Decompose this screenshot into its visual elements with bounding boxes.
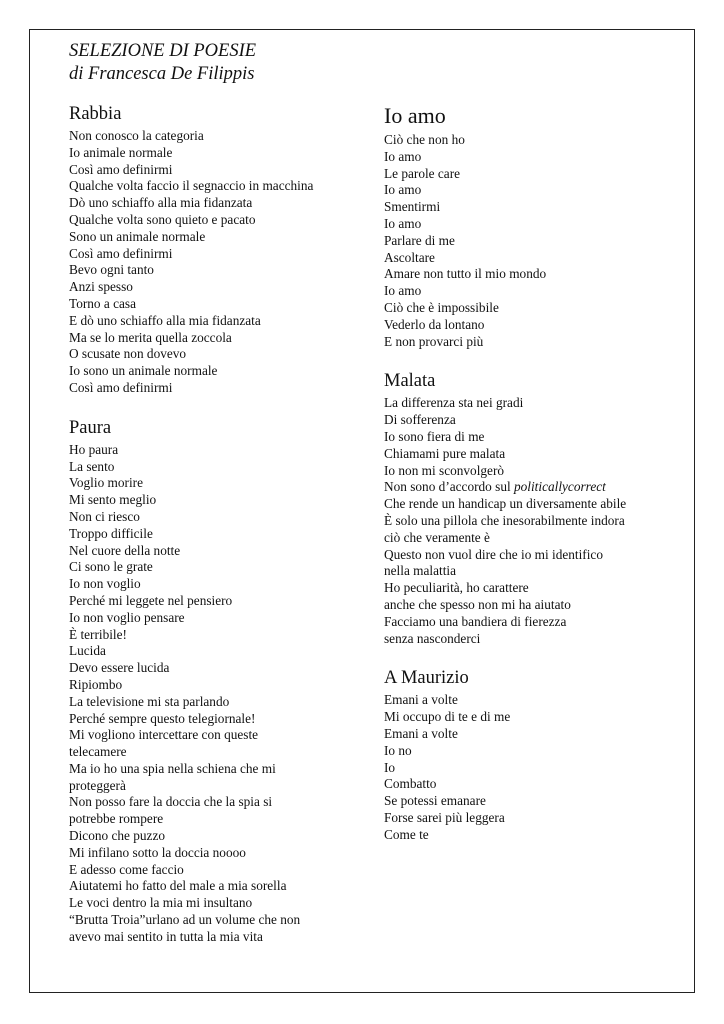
poem-line (69, 593, 369, 610)
poem-line (69, 212, 369, 229)
poem-line (69, 492, 369, 509)
poem-line-text: Non ci riesco (69, 508, 140, 524)
poem-line (384, 463, 684, 480)
poem-line (384, 614, 684, 631)
poem-line (69, 229, 369, 246)
poem-line (384, 776, 684, 793)
poem-line (69, 794, 369, 811)
poem-line-text: È solo una pillola che inesorabilmente indora (384, 512, 625, 528)
poem-line (69, 727, 369, 744)
poem-line (69, 543, 369, 560)
poem-line (384, 760, 684, 777)
poem-line-text: Non posso fare la doccia che la spia si (69, 794, 273, 810)
poem-line (69, 845, 369, 862)
poem-line (384, 266, 684, 283)
poem-line-text: Voglio morire (69, 475, 143, 491)
poem-line-text: senza nasconderci (384, 630, 481, 646)
poem-line (69, 475, 369, 492)
poem-paura (69, 417, 369, 946)
poem-line-text: avevo mai sentito in tutta la mia vita (69, 928, 263, 944)
poem-line-text: proteggerà (69, 777, 126, 793)
poem-line (69, 660, 369, 677)
poem-malata (384, 370, 684, 647)
poem-lines (384, 692, 684, 843)
poem-line (384, 149, 684, 166)
poem-line-text: Io amo (384, 215, 422, 231)
poem-line (384, 429, 684, 446)
poem-line-text: Combatto (384, 776, 437, 792)
poem-line (69, 363, 369, 380)
poem-line (384, 317, 684, 334)
poem-line-text: ciò che veramente è (384, 529, 490, 545)
poem-line (69, 895, 369, 912)
poem-line (69, 442, 369, 459)
poem-line-text: Io non voglio pensare (69, 609, 185, 625)
poem-line (69, 380, 369, 397)
poem-line (69, 862, 369, 879)
poem-title: Malata (384, 371, 436, 392)
poem-line (69, 330, 369, 347)
poem-line-text: Vederlo da lontano (384, 316, 485, 332)
italic-word: politicallycorrect (514, 479, 606, 495)
poem-line-text: Facciamo una bandiera di fierezza (384, 613, 567, 629)
poem-line-text: Io (384, 759, 396, 775)
poem-line-text: Nel cuore della notte (69, 542, 181, 558)
poem-line (384, 726, 684, 743)
poem-line (69, 526, 369, 543)
poem-line-text: Non sono d’accordo sul (384, 479, 514, 495)
poem-line-text: Ma se lo merita quella zoccola (69, 329, 232, 345)
poem-line-text: Io amo (384, 182, 422, 198)
poem-line-text: Smentirmi (384, 199, 441, 215)
poem-line (384, 412, 684, 429)
poem-line (384, 563, 684, 580)
poem-line (384, 216, 684, 233)
poem-line (69, 145, 369, 162)
poem-line-text: Amare non tutto il mio mondo (384, 266, 547, 282)
poem-line-text: Lucida (69, 643, 106, 659)
poem-line (384, 692, 684, 709)
poem-line (69, 711, 369, 728)
poem-line-text: E dò uno schiaffo alla mia fidanzata (69, 312, 261, 328)
poem-line-text: Io no (384, 742, 412, 758)
poem-line (69, 262, 369, 279)
poem-line (384, 233, 684, 250)
poem-line (384, 631, 684, 648)
poem-line-text: Io sono fiera di me (384, 428, 485, 444)
poem-line-text: Ciò che è impossibile (384, 299, 499, 315)
poem-line (384, 827, 684, 844)
poem-line (69, 576, 369, 593)
poem-line-text: nella malattia (384, 563, 456, 579)
poem-a-maurizio (384, 667, 684, 843)
poem-line-text: Io amo (384, 148, 422, 164)
poem-line-text: Ci sono le grate (69, 559, 153, 575)
poem-line (384, 793, 684, 810)
poem-line-text: Io animale normale (69, 144, 173, 160)
poem-line-text: Così amo definirmi (69, 161, 173, 177)
poem-line-text: Parlare di me (384, 232, 455, 248)
poem-line-text: Ho peculiarità, ho carattere (384, 580, 529, 596)
poem-line-text: Emani a volte (384, 692, 458, 708)
poem-line-text: Perché sempre questo telegiornale! (69, 710, 256, 726)
poem-line (384, 334, 684, 351)
poem-line (69, 296, 369, 313)
poem-line-text: Forse sarei più leggera (384, 809, 505, 825)
poem-line (69, 811, 369, 828)
poem-line (384, 182, 684, 199)
poem-line (384, 709, 684, 726)
poem-line-text: Anzi spesso (69, 279, 133, 295)
poem-line-text: Di sofferenza (384, 412, 456, 428)
poem-line (384, 132, 684, 149)
poem-line (384, 300, 684, 317)
poem-line (69, 128, 369, 145)
poem-line-text: È terribile! (69, 626, 127, 642)
poem-line (384, 513, 684, 530)
poem-line (384, 580, 684, 597)
poem-line-text: Troppo difficile (69, 525, 153, 541)
poem-line-text: Mi sento meglio (69, 492, 157, 508)
poem-line (384, 530, 684, 547)
poem-rabbia (69, 103, 369, 397)
right-column (384, 103, 684, 863)
poem-title: A Maurizio (384, 668, 469, 689)
poem-line-text: Che rende un handicap un diversamente abile (384, 496, 627, 512)
poem-line-text: Così amo definirmi (69, 245, 173, 261)
poem-line-text: Ripiombo (69, 676, 123, 692)
poem-line (384, 743, 684, 760)
poem-line-text: Mi occupo di te e di me (384, 709, 511, 725)
poem-line (69, 778, 369, 795)
poem-line-text: Mi vogliono intercettare con queste (69, 727, 259, 743)
poem-line (69, 912, 369, 929)
poem-line-text: Devo essere lucida (69, 660, 170, 676)
poem-line-text: anche che spesso non mi ha aiutato (384, 596, 571, 612)
poem-line-text: E non provarci più (384, 333, 484, 349)
poem-io-amo (384, 103, 684, 350)
poem-line-text: Io amo (384, 283, 422, 299)
poem-line (69, 459, 369, 476)
poem-line-text: Torno a casa (69, 295, 136, 311)
poem-title: Paura (69, 417, 112, 438)
poem-line-text: Le voci dentro la mia mi insultano (69, 895, 253, 911)
poem-line-text: Emani a volte (384, 725, 458, 741)
poem-line (69, 346, 369, 363)
poem-line-text: Questo non vuol dire che io mi identifico (384, 546, 603, 562)
poem-line-text: Qualche volta faccio il segnaccio in macchina (69, 178, 314, 194)
poem-line-text: Ciò che non ho (384, 132, 465, 147)
poem-line-text: Qualche volta sono quieto e pacato (69, 211, 256, 227)
poem-line (384, 283, 684, 300)
poem-line-text: Ho paura (69, 441, 119, 457)
poem-line (69, 313, 369, 330)
poem-lines (384, 395, 684, 647)
poem-line (69, 677, 369, 694)
poem-line-text: Così amo definirmi (69, 379, 173, 395)
document-header (69, 40, 256, 86)
poem-line (69, 761, 369, 778)
poem-line (384, 810, 684, 827)
poem-line-text: telecamere (69, 744, 127, 760)
poem-line (69, 694, 369, 711)
document-title: SELEZIONE DI POESIE (69, 41, 257, 61)
poem-line (69, 509, 369, 526)
poem-line (384, 496, 684, 513)
poem-line-text: Sono un animale normale (69, 228, 206, 244)
poem-line-text: Bevo ogni tanto (69, 262, 154, 278)
poem-line (384, 446, 684, 463)
poem-line-text: Non conosco la categoria (69, 128, 204, 143)
poem-line (384, 199, 684, 216)
poem-line (384, 250, 684, 267)
poem-line-text: Come te (384, 826, 429, 842)
poem-line (384, 479, 684, 496)
poem-line-text: Perché mi leggete nel pensiero (69, 592, 233, 608)
poem-line-text: Io non mi sconvolgerò (384, 462, 505, 478)
poem-line-text: O scusate non dovevo (69, 346, 187, 362)
poem-line (384, 597, 684, 614)
poem-line (69, 643, 369, 660)
poem-line-text: potrebbe rompere (69, 811, 164, 827)
poem-line (69, 195, 369, 212)
poem-title: Io amo (384, 103, 446, 128)
poem-line (69, 627, 369, 644)
poem-line (384, 395, 684, 412)
poem-line (69, 178, 369, 195)
poem-line-text: “Brutta Troia”urlano ad un volume che non (69, 912, 301, 928)
left-column (69, 103, 369, 966)
poem-line (69, 279, 369, 296)
poem-line-text: Ma io ho una spia nella schiena che mi (69, 760, 276, 776)
poem-line-text: Dò uno schiaffo alla mia fidanzata (69, 195, 253, 211)
poem-lines (69, 442, 369, 946)
poem-lines (69, 128, 369, 397)
poem-lines (384, 132, 684, 350)
poem-line (384, 166, 684, 183)
poem-line-text: Aiutatemi ho fatto del male a mia sorella (69, 878, 287, 894)
poem-line (69, 610, 369, 627)
poem-line-text: Mi infilano sotto la doccia noooo (69, 844, 246, 860)
poem-line-text: Dicono che puzzo (69, 828, 165, 844)
poem-line-text: Le parole care (384, 165, 461, 181)
poem-line (384, 547, 684, 564)
poem-title: Rabbia (69, 104, 122, 124)
poem-line-text: La differenza sta nei gradi (384, 395, 524, 411)
poem-line-text: Io non voglio (69, 576, 141, 592)
poem-line-text: Chiamami pure malata (384, 445, 506, 461)
poem-line-text: La televisione mi sta parlando (69, 693, 230, 709)
poem-line (69, 162, 369, 179)
poem-line-text: Ascoltare (384, 249, 435, 265)
document-author: di Francesca De Filippis (69, 64, 255, 84)
poem-line (69, 878, 369, 895)
poem-line (69, 929, 369, 946)
poem-line (69, 559, 369, 576)
poem-line (69, 828, 369, 845)
poem-line (69, 744, 369, 761)
poem-line-text: Se potessi emanare (384, 793, 486, 809)
poem-line-text: E adesso come faccio (69, 861, 184, 877)
poem-line-text: Io sono un animale normale (69, 363, 218, 379)
poem-line (69, 246, 369, 263)
poem-line-text: La sento (69, 458, 115, 474)
